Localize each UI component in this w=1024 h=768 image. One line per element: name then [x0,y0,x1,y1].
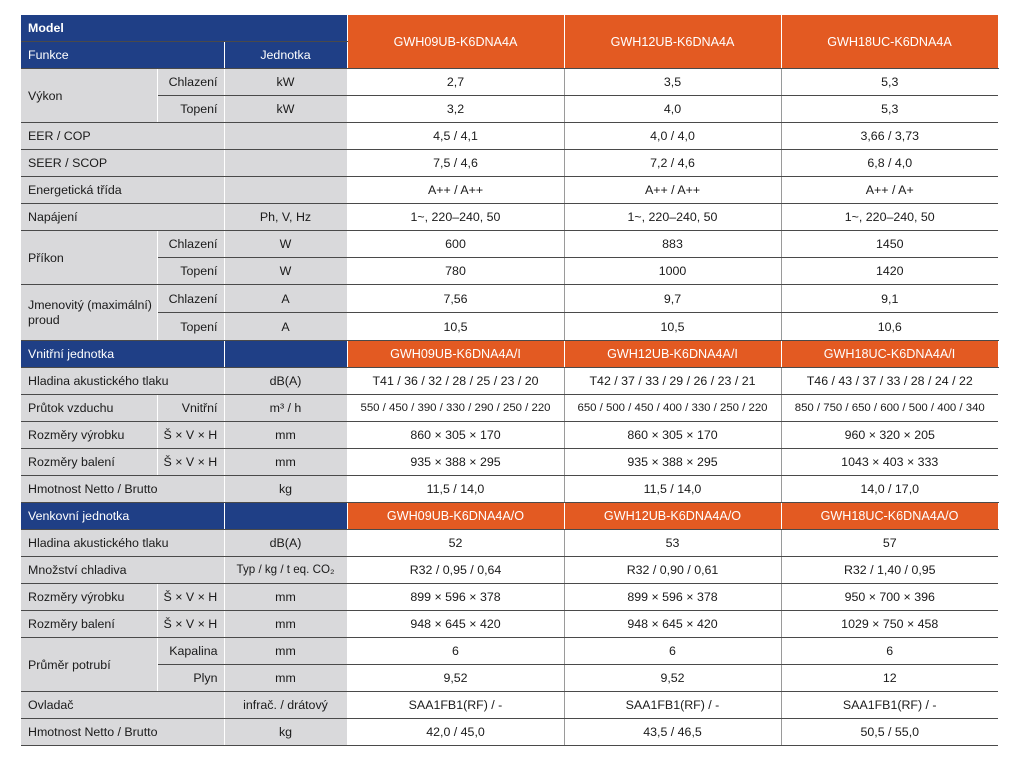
value-cell: 6 [564,638,781,665]
indoor-model-2: GWH12UB-K6DNA4A/I [564,341,781,368]
model-header-1: GWH09UB-K6DNA4A [347,15,564,69]
value-cell: T41 / 36 / 32 / 28 / 25 / 23 / 20 [347,368,564,395]
section-row-indoor [21,341,998,368]
table-row [21,719,998,746]
table-row [21,258,998,285]
row-sublabel: Plyn [157,665,224,692]
row-sublabel: Š × V × H [157,449,224,476]
value-cell: 1~, 220–240, 50 [781,204,998,231]
row-label: Průtok vzduchu [21,395,157,422]
row-sublabel: Topení [157,96,224,123]
table-row [21,177,998,204]
row-unit: mm [224,638,347,665]
row-sublabel: Š × V × H [157,611,224,638]
row-label: Hmotnost Netto / Brutto [21,476,224,503]
value-cell: 1029 × 750 × 458 [781,611,998,638]
value-cell: 57 [781,530,998,557]
row-label: Ovladač [21,692,224,719]
row-sublabel: Vnitřní [157,395,224,422]
row-unit: mm [224,449,347,476]
row-sublabel: Chlazení [157,231,224,258]
section-unit-blank [224,341,347,368]
value-cell: 42,0 / 45,0 [347,719,564,746]
value-cell: 10,5 [564,313,781,341]
table-row [21,530,998,557]
value-cell: 10,5 [347,313,564,341]
model-label: Model [21,15,347,42]
value-cell: 10,6 [781,313,998,341]
value-cell: 11,5 / 14,0 [564,476,781,503]
row-unit: A [224,313,347,341]
row-unit: infrač. / drátový [224,692,347,719]
value-cell: 3,2 [347,96,564,123]
value-cell: 52 [347,530,564,557]
value-cell: R32 / 0,95 / 0,64 [347,557,564,584]
value-cell: 1~, 220–240, 50 [564,204,781,231]
value-cell: 9,52 [347,665,564,692]
table-row [21,422,998,449]
value-cell: T46 / 43 / 37 / 33 / 28 / 24 / 22 [781,368,998,395]
value-cell: 1420 [781,258,998,285]
row-unit: dB(A) [224,530,347,557]
table-row [21,692,998,719]
row-label: Rozměry balení [21,611,157,638]
value-cell: 1450 [781,231,998,258]
value-cell: 5,3 [781,69,998,96]
table-row [21,285,998,313]
value-cell: 6 [781,638,998,665]
row-sublabel: Š × V × H [157,584,224,611]
row-unit: m³ / h [224,395,347,422]
row-sublabel: Š × V × H [157,422,224,449]
value-cell: 850 / 750 / 650 / 600 / 500 / 400 / 340 [781,395,998,422]
row-unit [224,177,347,204]
value-cell: 50,5 / 55,0 [781,719,998,746]
row-unit: mm [224,665,347,692]
value-cell: 3,5 [564,69,781,96]
outdoor-model-1: GWH09UB-K6DNA4A/O [347,503,564,530]
row-label: Energetická třída [21,177,224,204]
row-unit [224,150,347,177]
value-cell: 935 × 388 × 295 [347,449,564,476]
row-unit: Typ / kg / t eq. CO₂ [224,557,347,584]
value-cell: 2,7 [347,69,564,96]
value-cell: R32 / 0,90 / 0,61 [564,557,781,584]
row-unit: kW [224,96,347,123]
value-cell: 899 × 596 × 378 [564,584,781,611]
spec-table [21,15,999,746]
row-label: Hladina akustického tlaku [21,368,224,395]
value-cell: 948 × 645 × 420 [564,611,781,638]
model-header-2: GWH12UB-K6DNA4A [564,15,781,69]
row-label: Napájení [21,204,224,231]
row-label: Jmenovitý (maximální) proud [21,285,157,341]
value-cell: 7,56 [347,285,564,313]
table-row [21,611,998,638]
row-label: Rozměry výrobku [21,422,157,449]
value-cell: 960 × 320 × 205 [781,422,998,449]
value-cell: A++ / A+ [781,177,998,204]
row-label: Rozměry výrobku [21,584,157,611]
value-cell: 9,52 [564,665,781,692]
value-cell: 11,5 / 14,0 [347,476,564,503]
row-unit: kW [224,69,347,96]
row-label: Výkon [21,69,157,123]
table-row [21,638,998,665]
value-cell: 1000 [564,258,781,285]
header-row-model [21,15,998,42]
value-cell: 7,2 / 4,6 [564,150,781,177]
table-row [21,96,998,123]
value-cell: T42 / 37 / 33 / 29 / 26 / 23 / 21 [564,368,781,395]
row-label: Příkon [21,231,157,285]
value-cell: 7,5 / 4,6 [347,150,564,177]
value-cell: 53 [564,530,781,557]
table-row [21,665,998,692]
row-unit [224,123,347,150]
row-unit: A [224,285,347,313]
model-header-3: GWH18UC-K6DNA4A [781,15,998,69]
value-cell: 950 × 700 × 396 [781,584,998,611]
value-cell: 860 × 305 × 170 [564,422,781,449]
table-row [21,557,998,584]
value-cell: 9,7 [564,285,781,313]
value-cell: 3,66 / 3,73 [781,123,998,150]
value-cell: 860 × 305 × 170 [347,422,564,449]
row-sublabel: Topení [157,258,224,285]
outdoor-model-3: GWH18UC-K6DNA4A/O [781,503,998,530]
value-cell: A++ / A++ [564,177,781,204]
value-cell: 780 [347,258,564,285]
section-row-outdoor [21,503,998,530]
table-row [21,584,998,611]
value-cell: 883 [564,231,781,258]
value-cell: SAA1FB1(RF) / - [347,692,564,719]
value-cell: 4,5 / 4,1 [347,123,564,150]
table-row [21,313,998,341]
value-cell: 9,1 [781,285,998,313]
value-cell: 948 × 645 × 420 [347,611,564,638]
section-label-indoor: Vnitřní jednotka [21,341,224,368]
row-label: EER / COP [21,123,224,150]
row-label: Množství chladiva [21,557,224,584]
row-unit: mm [224,422,347,449]
value-cell: 1~, 220–240, 50 [347,204,564,231]
row-unit: kg [224,476,347,503]
value-cell: 899 × 596 × 378 [347,584,564,611]
value-cell: A++ / A++ [347,177,564,204]
row-label: SEER / SCOP [21,150,224,177]
section-label-outdoor: Venkovní jednotka [21,503,224,530]
value-cell: 12 [781,665,998,692]
row-label: Průměr potrubí [21,638,157,692]
value-cell: R32 / 1,40 / 0,95 [781,557,998,584]
indoor-model-1: GWH09UB-K6DNA4A/I [347,341,564,368]
indoor-model-3: GWH18UC-K6DNA4A/I [781,341,998,368]
table-row [21,368,998,395]
function-label: Funkce [21,42,224,69]
row-label: Hmotnost Netto / Brutto [21,719,224,746]
value-cell: 550 / 450 / 390 / 330 / 290 / 250 / 220 [347,395,564,422]
value-cell: 43,5 / 46,5 [564,719,781,746]
value-cell: 6,8 / 4,0 [781,150,998,177]
row-unit: W [224,258,347,285]
row-unit: Ph, V, Hz [224,204,347,231]
row-unit: mm [224,584,347,611]
value-cell: 935 × 388 × 295 [564,449,781,476]
value-cell: 6 [347,638,564,665]
row-unit: W [224,231,347,258]
value-cell: SAA1FB1(RF) / - [781,692,998,719]
outdoor-model-2: GWH12UB-K6DNA4A/O [564,503,781,530]
value-cell: 14,0 / 17,0 [781,476,998,503]
section-unit-blank [224,503,347,530]
row-unit: kg [224,719,347,746]
table-row [21,449,998,476]
row-sublabel: Topení [157,313,224,341]
value-cell: 4,0 / 4,0 [564,123,781,150]
value-cell: 5,3 [781,96,998,123]
table-row [21,150,998,177]
table-row [21,204,998,231]
unit-header: Jednotka [224,42,347,69]
table-row [21,231,998,258]
value-cell: 1043 × 403 × 333 [781,449,998,476]
table-row [21,69,998,96]
row-unit: mm [224,611,347,638]
row-sublabel: Chlazení [157,285,224,313]
row-sublabel: Kapalina [157,638,224,665]
value-cell: 4,0 [564,96,781,123]
table-row [21,123,998,150]
row-label: Rozměry balení [21,449,157,476]
row-label: Hladina akustického tlaku [21,530,224,557]
row-sublabel: Chlazení [157,69,224,96]
table-row [21,476,998,503]
value-cell: SAA1FB1(RF) / - [564,692,781,719]
value-cell: 600 [347,231,564,258]
row-unit: dB(A) [224,368,347,395]
value-cell: 650 / 500 / 450 / 400 / 330 / 250 / 220 [564,395,781,422]
table-row [21,395,998,422]
